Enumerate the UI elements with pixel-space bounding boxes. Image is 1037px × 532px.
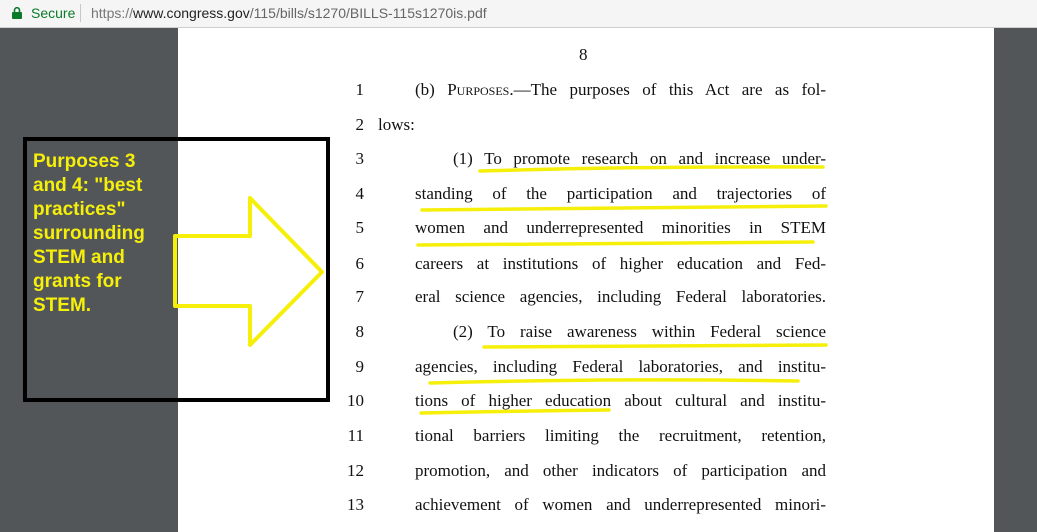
line-number: 8 bbox=[355, 322, 364, 341]
purposes-heading: Purposes bbox=[447, 80, 510, 99]
text-line bbox=[415, 80, 826, 100]
secure-label: Secure bbox=[31, 5, 76, 21]
line-number: 5 bbox=[355, 218, 364, 237]
url-host: www.congress.gov bbox=[133, 5, 250, 21]
address-bar[interactable] bbox=[0, 0, 1037, 28]
line-number: 3 bbox=[355, 149, 364, 168]
line-number: 9 bbox=[355, 357, 364, 376]
page-number: 8 bbox=[579, 45, 588, 64]
url-text[interactable] bbox=[91, 5, 487, 21]
url-scheme: https:// bbox=[91, 5, 134, 21]
line-number: 4 bbox=[355, 184, 364, 203]
text-line: (2) To raise awareness within Federal science bbox=[453, 322, 826, 341]
text-line: careers at institutions of higher education and Fed- bbox=[415, 254, 826, 273]
text-line: promotion, and other indicators of participation and bbox=[415, 461, 826, 480]
text-line: achievement of women and underrepresented minori- bbox=[415, 495, 826, 514]
lock-icon bbox=[12, 7, 22, 19]
line-number: 11 bbox=[347, 426, 364, 445]
text-line: women and underrepresented minorities in STEM bbox=[415, 218, 826, 237]
text-line: tional barriers limiting the recruitment, retention, bbox=[415, 426, 826, 445]
line-number: 2 bbox=[355, 115, 364, 134]
text-line: eral science agencies, including Federal laboratories. bbox=[415, 287, 826, 306]
text-line: lows: bbox=[378, 115, 415, 134]
line-number: 12 bbox=[347, 461, 364, 480]
address-divider bbox=[80, 4, 81, 22]
line-number: 6 bbox=[355, 254, 364, 273]
text-line: tions of higher education about cultural and institu- bbox=[415, 391, 826, 410]
line-number: 10 bbox=[347, 391, 364, 410]
text-line: (1) To promote research on and increase under- bbox=[453, 149, 826, 168]
line-number: 7 bbox=[355, 287, 364, 306]
url-path: /115/bills/s1270/BILLS-115s1270is.pdf bbox=[249, 5, 487, 21]
line-number: 13 bbox=[347, 495, 364, 514]
text-span: .—The purposes of this Act are as fol- bbox=[509, 80, 826, 99]
text-line: agencies, including Federal laboratories, and institu- bbox=[415, 357, 826, 376]
text-span: (b) bbox=[415, 80, 448, 99]
viewer-background-right bbox=[994, 28, 1037, 532]
text-line: standing of the participation and trajectories of bbox=[415, 184, 826, 203]
line-number: 1 bbox=[355, 80, 364, 99]
callout-text: Purposes 3 and 4: "best practices" surrounding STEM and grants for STEM. bbox=[33, 151, 145, 316]
